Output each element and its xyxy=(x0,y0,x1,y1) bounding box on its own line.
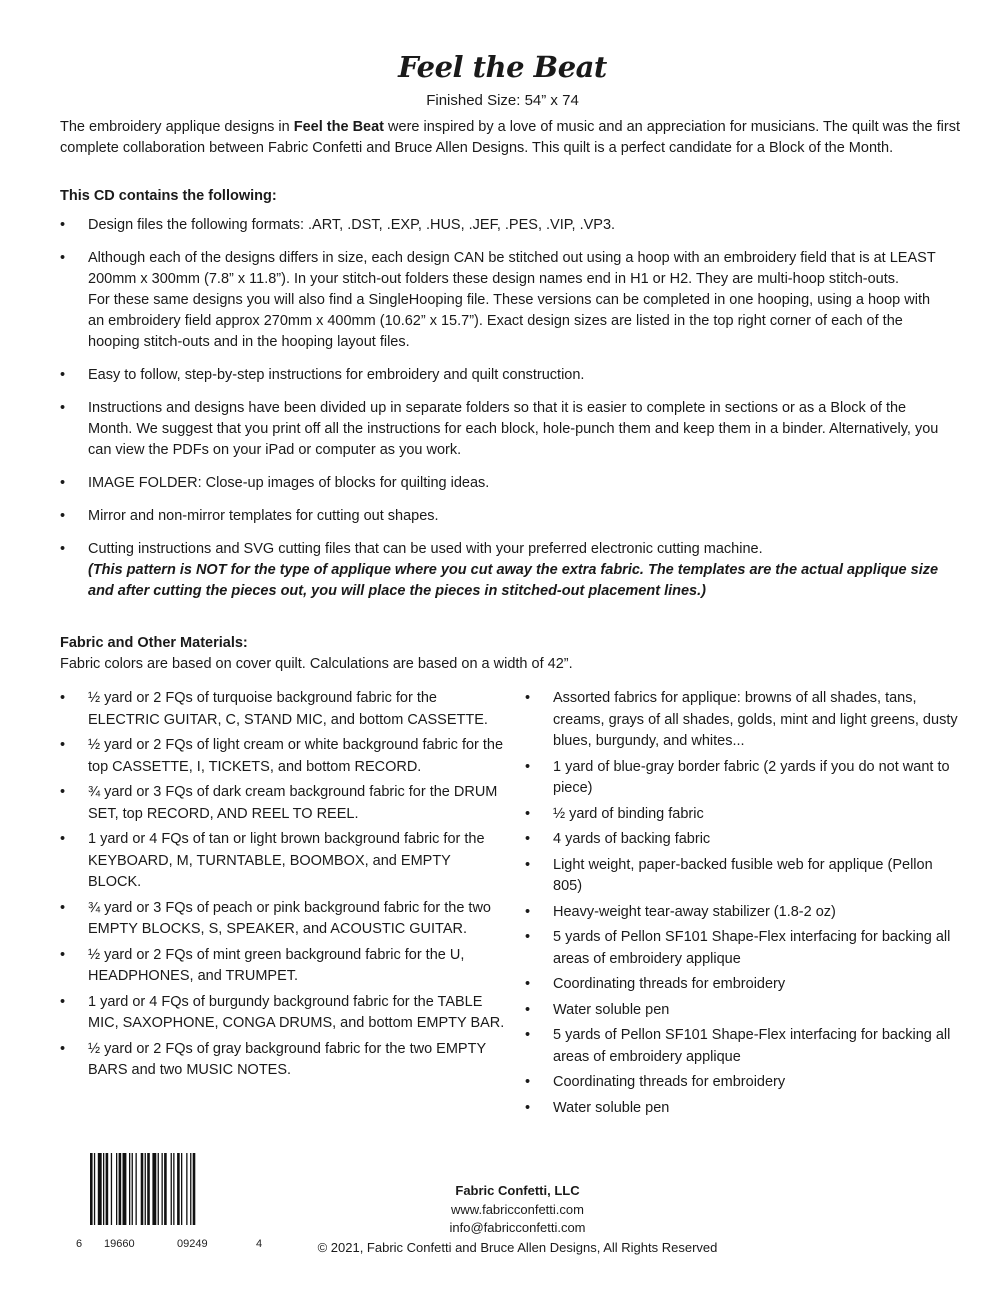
list-item xyxy=(525,688,965,753)
footer-company: Fabric Confetti, LLC xyxy=(455,1183,580,1198)
list-item xyxy=(60,215,950,236)
barcode-digits-2: 19660 xyxy=(104,1238,135,1250)
list-item-text: ½ yard or 2 FQs of gray background fabric for the two EMPTY BARS and two MUSIC NOTES. xyxy=(88,1040,486,1078)
list-item xyxy=(525,1025,965,1068)
intro-text-2: were inspired by a love of music and an appreciation for musicians. The quilt was the first complete collaboration between Fabric Confetti and Bruce Allen Designs. This quilt is a perfect candidate for a Block of the Month. xyxy=(60,119,960,156)
barcode-digit-4: 4 xyxy=(256,1238,263,1250)
list-item xyxy=(525,1098,965,1120)
list-item-text: ¾ yard or 3 FQs of peach or pink background fabric for the two EMPTY BLOCKS, S, SPEAKER, and ACOUSTIC GUITAR. xyxy=(88,899,491,937)
barcode-digits-3: 09249 xyxy=(177,1238,208,1250)
materials-subtitle: Fabric colors are based on cover quilt. Calculations are based on a width of 42”. xyxy=(60,656,573,672)
list-item-text: ¾ yard or 3 FQs of dark cream background fabric for the DRUM SET, top RECORD, AND REEL TO REEL. xyxy=(88,784,498,822)
intro-text-1: The embroidery applique designs in xyxy=(60,119,294,135)
list-item xyxy=(60,1039,505,1082)
bullet-icon: • xyxy=(60,541,66,557)
list-item-text: IMAGE FOLDER: Close-up images of blocks for quilting ideas. xyxy=(88,475,490,491)
list-item-text: Light weight, paper-backed fusible web for applique (Pellon 805) xyxy=(553,856,933,894)
list-item xyxy=(60,506,950,527)
cd-contents-list xyxy=(60,215,950,614)
list-item xyxy=(525,829,965,851)
list-item-text: Coordinating threads for embroidery xyxy=(553,1074,786,1090)
list-item-text: Mirror and non-mirror templates for cutting out shapes. xyxy=(88,508,439,524)
list-item xyxy=(60,248,950,353)
list-item xyxy=(525,757,965,800)
list-item xyxy=(525,974,965,996)
bullet-icon: • xyxy=(60,367,66,383)
list-item-text: 1 yard or 4 FQs of burgundy background fabric for the TABLE MIC, SAXOPHONE, CONGA DRUMS, and bottom EMPTY BAR. xyxy=(88,993,505,1031)
list-item xyxy=(60,539,950,602)
bullet-icon: • xyxy=(525,831,531,847)
list-item xyxy=(60,735,505,778)
footer-email[interactable]: info@fabricconfetti.com xyxy=(449,1220,586,1235)
bullet-icon: • xyxy=(60,250,66,266)
bullet-icon: • xyxy=(60,508,66,524)
bullet-icon: • xyxy=(60,475,66,491)
bullet-icon: • xyxy=(525,856,531,873)
list-item-text: 4 yards of backing fabric xyxy=(553,831,711,847)
bullet-icon: • xyxy=(525,1027,531,1043)
list-item-text: Assorted fabrics for applique: browns of all shades, tans, creams, grays of all shades, golds, mint and light greens, dusty blues, burgundy, and whites... xyxy=(553,690,958,749)
list-item-text: 1 yard of blue-gray border fabric (2 yards if you do not want to piece) xyxy=(553,758,950,796)
materials-list-left xyxy=(60,688,505,1086)
list-item-text: ½ yard or 2 FQs of mint green background fabric for the U, HEADPHONES, and TRUMPET. xyxy=(88,946,465,984)
list-item-text: Water soluble pen xyxy=(553,1099,670,1116)
bullet-icon: • xyxy=(525,903,531,920)
list-item-text: Water soluble pen xyxy=(553,1001,670,1018)
list-item xyxy=(60,898,505,941)
bullet-icon: • xyxy=(60,737,66,753)
bullet-icon: • xyxy=(525,976,531,992)
pattern-title: Feel the Beat xyxy=(398,50,607,84)
finished-size: Finished Size: 54” x 74 xyxy=(426,92,579,109)
bullet-icon: • xyxy=(60,784,66,800)
intro-paragraph xyxy=(60,117,960,159)
bullet-icon: • xyxy=(525,1001,531,1018)
list-item xyxy=(60,365,950,386)
bullet-icon: • xyxy=(60,993,66,1010)
list-item xyxy=(525,902,965,924)
list-item xyxy=(525,1000,965,1022)
cd-section-heading: This CD contains the following: xyxy=(60,188,277,204)
footer-copyright: © 2021, Fabric Confetti and Bruce Allen Designs, All Rights Reserved xyxy=(317,1240,718,1255)
list-item xyxy=(525,927,965,970)
list-item xyxy=(525,855,965,898)
list-item-text: Coordinating threads for embroidery xyxy=(553,976,786,992)
list-item xyxy=(60,829,505,894)
bullet-icon: • xyxy=(60,899,66,916)
list-item xyxy=(525,804,965,826)
bullet-icon: • xyxy=(60,1040,66,1057)
list-item-text: Cutting instructions and SVG cutting files that can be used with your preferred electronic cutting machine. xyxy=(88,541,763,557)
list-item xyxy=(60,945,505,988)
applique-note: (This pattern is NOT for the type of applique where you cut away the extra fabric. The templates are the actual applique size and after cutting the pieces out, you will place the pieces in stitched-out placement lines.) xyxy=(88,562,939,599)
list-item-text: 1 yard or 4 FQs of tan or light brown background fabric for the KEYBOARD, M, TURNTABLE, BOOMBOX, and EMPTY BLOCK. xyxy=(88,831,485,890)
list-item xyxy=(60,688,505,731)
list-item-text: Easy to follow, step-by-step instructions for embroidery and quilt construction. xyxy=(88,367,585,383)
list-item-text: 5 yards of Pellon SF101 Shape-Flex interfacing for backing all areas of embroidery applique xyxy=(553,1027,951,1065)
bullet-icon: • xyxy=(60,831,66,847)
intro-bold-title: Feel the Beat xyxy=(293,119,384,135)
bullet-icon: • xyxy=(525,758,531,775)
bullet-icon: • xyxy=(525,1074,531,1090)
list-item-text: ½ yard of binding fabric xyxy=(553,805,704,822)
list-item xyxy=(60,398,950,461)
bullet-icon: • xyxy=(525,929,531,945)
bullet-icon: • xyxy=(60,690,66,706)
list-item-text: 5 yards of Pellon SF101 Shape-Flex interfacing for backing all areas of embroidery applique xyxy=(553,929,951,967)
bullet-icon: • xyxy=(60,217,66,233)
bullet-icon: • xyxy=(525,1099,531,1116)
bullet-icon: • xyxy=(525,805,531,822)
bullet-icon: • xyxy=(60,400,66,416)
list-item-text: Instructions and designs have been divided up in separate folders so that it is easier to complete in sections or as a Block of the Month. We suggest that you print off all the instructions for each block, hole-punch them and keep them in a binder. Alternatively, you can view the PDFs on your iPad or computer as you work. xyxy=(88,400,939,458)
materials-list-right xyxy=(525,688,965,1123)
materials-heading: Fabric and Other Materials: xyxy=(60,635,248,651)
list-item-text: ½ yard or 2 FQs of light cream or white background fabric for the top CASSETTE, I, TICKETS, and bottom RECORD. xyxy=(88,737,504,775)
bullet-icon: • xyxy=(60,946,66,963)
list-item xyxy=(525,1072,965,1094)
footer-website[interactable]: www.fabricconfetti.com xyxy=(451,1202,584,1217)
list-item xyxy=(60,782,505,825)
list-item xyxy=(60,992,505,1035)
barcode-digit-1: 6 xyxy=(76,1238,83,1250)
list-item xyxy=(60,473,950,494)
list-item-text: ½ yard or 2 FQs of turquoise background fabric for the ELECTRIC GUITAR, C, STAND MIC, and bottom CASSETTE. xyxy=(88,690,488,728)
list-item-text: Design files the following formats: .ART, .DST, .EXP, .HUS, .JEF, .PES, .VIP, .VP3. xyxy=(88,217,616,233)
list-item-text: Although each of the designs differs in size, each design CAN be stitched out using a hoop with an embroidery field that is at LEAST 200mm x 300mm (7.8” x 11.8”). In your stitch-out folders these design names end in H1 or H2. They are multi-hoop stitch-outs. xyxy=(88,250,936,287)
bullet-icon: • xyxy=(525,690,531,706)
list-item-text: Heavy-weight tear-away stabilizer (1.8-2 oz) xyxy=(553,903,836,920)
list-item-continuation: For these same designs you will also find a SingleHooping file. These versions can be completed in one hooping, using a hoop with an embroidery field approx 270mm x 400mm (10.62” x 15.7”). Exact design sizes are listed in the top right corner of each of the hooping stitch-outs and in the hooping layout files. xyxy=(88,292,931,350)
